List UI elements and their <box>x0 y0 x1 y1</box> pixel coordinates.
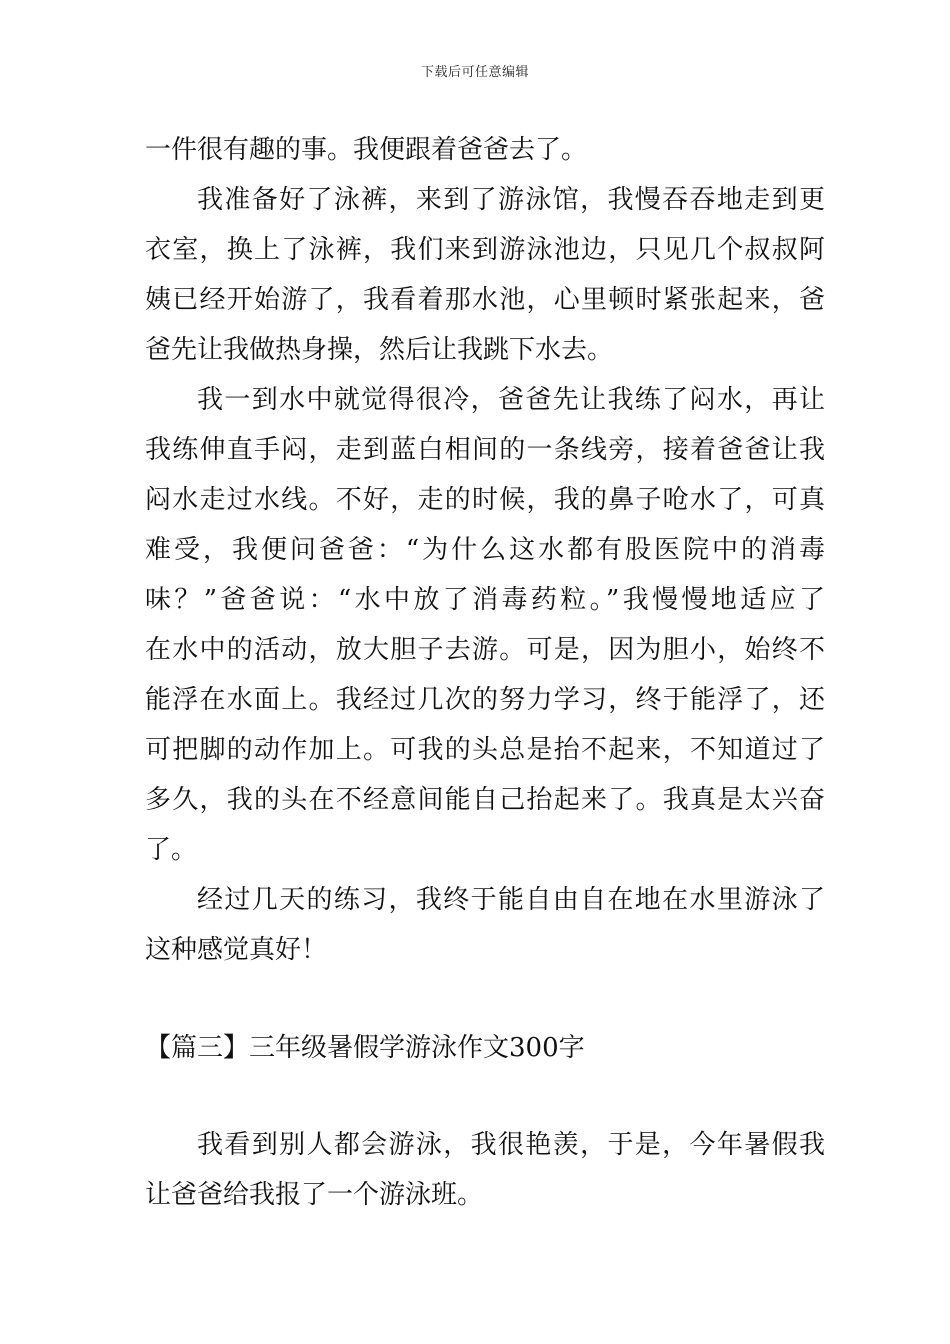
section-heading: 【篇三】三年级暑假学游泳作文300字 <box>145 1033 585 1063</box>
paragraph-line: 我练伸直手闷，走到蓝白相间的一条线旁，接着爸爸让我 <box>145 435 825 465</box>
paragraph-line: 在水中的活动，放大胆子去游。可是，因为胆小，始终不 <box>145 635 825 665</box>
paragraph-line: 闷水走过水线。不好，走的时候，我的鼻子呛水了，可真 <box>145 485 825 515</box>
paragraph-line: 爸先让我做热身操，然后让我跳下水去。 <box>145 335 614 365</box>
paragraph-line: 能浮在水面上。我经过几次的努力学习，终于能浮了，还 <box>145 685 825 715</box>
paragraph-line: 我准备好了泳裤，来到了游泳馆，我慢吞吞地走到更 <box>197 185 825 215</box>
paragraph-line: 让爸爸给我报了一个游泳班。 <box>145 1180 484 1210</box>
paragraph-line: 我看到别人都会游泳，我很艳羡，于是，今年暑假我 <box>197 1130 825 1160</box>
page-header: 下载后可任意编辑 <box>420 65 529 80</box>
paragraph-line: 经过几天的练习，我终于能自由自在地在水里游泳了 <box>197 885 825 915</box>
paragraph-line: 衣室，换上了泳裤，我们来到游泳池边，只见几个叔叔阿 <box>145 235 825 265</box>
paragraph-line: 了。 <box>145 835 198 865</box>
paragraph-line: 可把脚的动作加上。可我的头总是抬不起来，不知道过了 <box>145 735 825 765</box>
paragraph-line: 难受，我便问爸爸：“为什么这水都有股医院中的消毒 <box>145 535 825 565</box>
paragraph-line: 味？”爸爸说：“水中放了消毒药粒。”我慢慢地适应了 <box>145 585 825 615</box>
paragraph-line: 姨已经开始游了，我看着那水池，心里顿时紧张起来，爸 <box>145 285 825 315</box>
paragraph-line: 多久，我的头在不经意间能自己抬起来了。我真是太兴奋 <box>145 785 825 815</box>
paragraph-line: 一件很有趣的事。我便跟着爸爸去了。 <box>145 135 588 165</box>
paragraph-line: 这种感觉真好！ <box>145 935 328 965</box>
paragraph-line: 我一到水中就觉得很冷，爸爸先让我练了闷水，再让 <box>197 385 825 415</box>
